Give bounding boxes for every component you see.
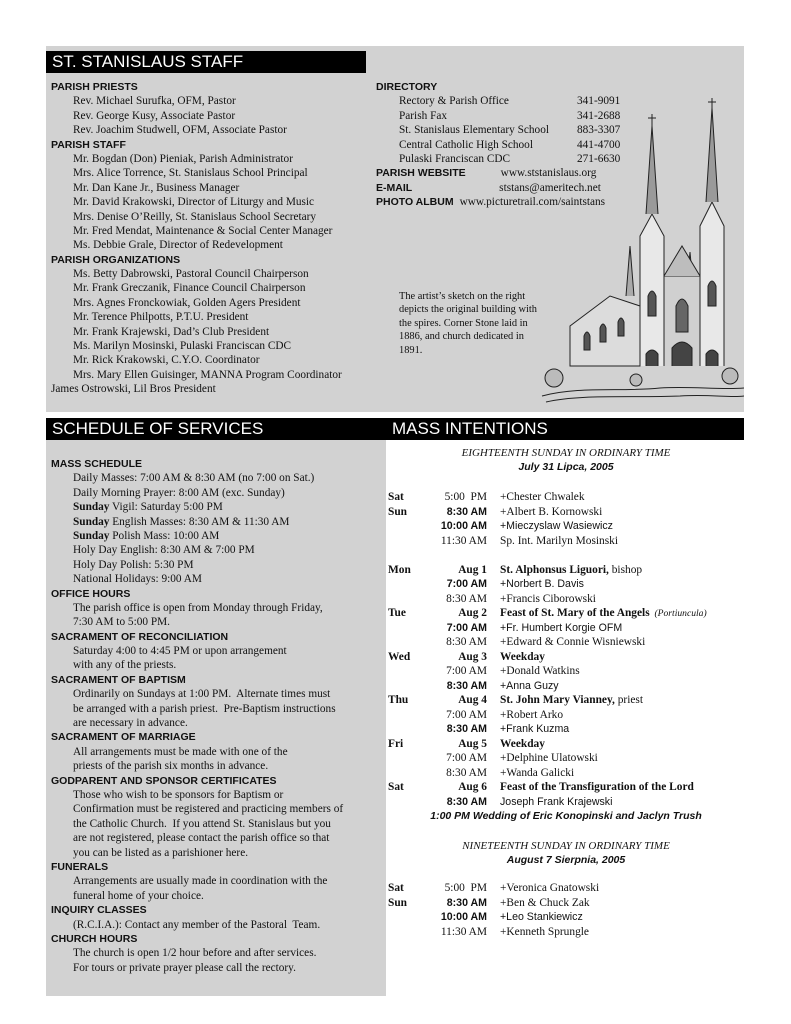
intention-text (500, 751, 598, 766)
schedule-line-text: The parish office is open from Monday through Friday, (73, 601, 323, 614)
week1-subtitle: July 31 Lipca, 2005 (518, 461, 614, 473)
intention-name: +Delphine Ulatowski (500, 752, 598, 764)
intention-text (500, 650, 545, 665)
intention-time: 7:00 AM (446, 578, 487, 590)
week1-title: EIGHTEENTH SUNDAY IN ORDINARY TIME (461, 447, 671, 459)
intention-time: 8:30 AM (446, 592, 487, 605)
intention-text (500, 606, 707, 622)
intention-time: 10:00 AM (440, 911, 487, 923)
intention-feast: Feast of St. Mary of the Angels (500, 607, 650, 619)
schedule-line-text: you can be listed as a parishioner here. (73, 846, 249, 859)
intention-day: Fri (388, 737, 404, 750)
intention-row (388, 737, 744, 752)
intention-name: +Kenneth Sprungle (500, 925, 589, 938)
schedule-line-emphasis: Sunday (73, 529, 110, 542)
schedule-line (51, 831, 385, 845)
intention-text (500, 722, 569, 737)
schedule-line-text: Vigil: Saturday 5:00 PM (109, 501, 223, 514)
list-item: Rev. Joachim Studwell, OFM, Associate Pastor (73, 124, 287, 137)
intention-row (388, 519, 744, 534)
schedule-line-text: with any of the priests. (73, 659, 177, 672)
intention-time: 8:30 AM (446, 636, 487, 648)
schedule-line-text: are necessary in advance. (73, 717, 188, 730)
intention-time: 5:00 PM (444, 491, 487, 503)
list-item: Mr. Terence Philpotts, P.T.U. President (73, 311, 249, 324)
intention-text (500, 563, 642, 578)
intention-time: 8:30 AM (446, 723, 487, 735)
parish-organizations-list (51, 267, 381, 397)
schedule-line-text: priests of the parish six months in advance. (73, 760, 269, 773)
list-item: Ms. Betty Dabrowski, Pastoral Council Chairperson (73, 268, 309, 281)
intention-time: Aug 3 (458, 650, 487, 663)
schedule-title: SCHEDULE OF SERVICES (46, 418, 386, 440)
intention-row (388, 621, 744, 636)
website-link[interactable]: www.ststanislaus.org (500, 167, 597, 180)
week1-list (388, 490, 744, 809)
schedule-line-text: (R.C.I.A.): Contact any member of the Pastoral Team. (73, 918, 321, 931)
schedule-line-text: Daily Masses: 7:00 AM & 8:30 AM (no 7:00 on Sat.) (73, 472, 315, 485)
intention-row (388, 592, 744, 607)
intention-day: Sun (388, 896, 408, 909)
intention-time: 11:30 AM (440, 534, 487, 547)
parish-staff-list (51, 152, 381, 253)
directory-heading: DIRECTORY (376, 81, 438, 93)
intention-name: +Ben & Chuck Zak (500, 896, 590, 909)
intention-row (388, 881, 744, 896)
schedule-line (51, 687, 385, 701)
church-sketch (540, 96, 744, 412)
schedule-line (51, 515, 385, 529)
intention-name: +Francis Ciborowski (500, 592, 596, 605)
schedule-line-text: 7:30 AM to 5:00 PM. (73, 616, 170, 629)
intention-row (388, 577, 744, 592)
intention-row (388, 534, 744, 549)
intention-time: Aug 5 (458, 737, 487, 750)
intention-text (500, 693, 643, 708)
intention-text (500, 910, 583, 925)
intention-feast: Feast of the Transfiguration of the Lord (500, 781, 694, 793)
parish-priests-heading: PARISH PRIESTS (51, 81, 138, 93)
staff-list (51, 80, 381, 397)
photo-album-link[interactable]: www.picturetrail.com/saintstans (459, 196, 606, 209)
email-link[interactable]: ststans@ameritech.net (499, 181, 601, 194)
schedule-line-text: funeral home of your choice. (73, 889, 204, 902)
intention-row (388, 693, 744, 708)
directory-entry-name: Pulaski Franciscan CDC (399, 152, 511, 165)
parish-priests-list (51, 94, 381, 137)
intention-time: 7:00 AM (446, 752, 487, 764)
intention-day: Sun (388, 505, 408, 518)
intention-row (388, 664, 744, 679)
directory-entry-name: Central Catholic High School (399, 138, 533, 151)
intention-name: +Robert Arko (500, 708, 564, 721)
intention-feast: Weekday (500, 650, 545, 663)
directory-entry-phone: 271-6630 (577, 152, 621, 165)
intention-time: 7:00 AM (446, 621, 487, 634)
list-item: Mrs. Alice Torrence, St. Stanislaus School Principal (73, 167, 308, 180)
intention-name: +Edward & Connie Wisniewski (500, 636, 646, 648)
schedule-section-heading: GODPARENT AND SPONSOR CERTIFICATES (51, 774, 277, 787)
mass-intentions (388, 446, 744, 939)
intention-time: 11:30 AM (440, 925, 487, 938)
intention-name: +Albert B. Kornowski (500, 505, 603, 518)
intention-row (388, 910, 744, 925)
schedule-line (51, 702, 385, 716)
intention-note: bishop (608, 563, 643, 576)
intention-name: +Donald Watkins (500, 665, 580, 677)
intention-row (388, 780, 744, 795)
schedule-line-emphasis: Sunday (73, 501, 110, 514)
intention-name: +Fr. Humbert Korgie OFM (500, 621, 623, 634)
list-item: Mr. Rick Krakowski, C.Y.O. Coordinator (73, 354, 260, 367)
intention-row (388, 635, 744, 650)
intention-feast: St. John Mary Vianney, (500, 694, 615, 706)
schedule-line (51, 644, 385, 658)
list-item: Mr. Bogdan (Don) Pieniak, Parish Administrator (73, 152, 293, 165)
intention-text (500, 780, 694, 795)
week2-list (388, 881, 744, 939)
schedule-line-text: English Masses: 8:30 AM & 11:30 AM (109, 515, 290, 528)
wedding-note: 1:00 PM Wedding of Eric Konopinski and Jaclyn Trush (430, 810, 702, 822)
list-item: Rev. Michael Surufka, OFM, Pastor (73, 95, 236, 108)
schedule-line-text: National Holidays: 9:00 AM (73, 573, 202, 586)
intention-text (500, 881, 599, 896)
directory-entry-phone: 341-2688 (577, 109, 621, 122)
schedule-line (51, 558, 385, 572)
directory-entry-phone: 883-3307 (577, 124, 621, 137)
intention-name: Sp. Int. Marilyn Mosinski (500, 534, 619, 547)
schedule-line-text: Confirmation must be registered and practicing members of (73, 803, 344, 816)
intention-day: Sat (388, 882, 404, 894)
intention-text (500, 795, 612, 810)
intention-text (500, 737, 545, 752)
intention-text (500, 664, 580, 679)
schedule-line-emphasis: Sunday (73, 515, 110, 528)
intention-text (500, 505, 602, 520)
parish-staff-heading: PARISH STAFF (51, 138, 126, 151)
email-label: E-MAIL (376, 181, 413, 194)
schedule-line (51, 918, 385, 932)
intention-time: 8:30 AM (446, 505, 487, 518)
intention-row (388, 490, 744, 505)
intention-row (388, 606, 744, 621)
schedule-line (51, 788, 385, 802)
intention-row (388, 751, 744, 766)
schedule-line (51, 471, 385, 485)
intention-name: +Frank Kuzma (500, 723, 570, 735)
directory-entry-phone: 441-4700 (577, 138, 621, 151)
schedule-section-heading: SACRAMENT OF RECONCILIATION (51, 630, 229, 643)
church-sketch-caption: The artist’s sketch on the right depicts the original building with the spires. Corner Stone laid in 1886, and church dedicated in 1891. (399, 291, 537, 356)
intention-row (388, 650, 744, 665)
staff-title: ST. STANISLAUS STAFF (46, 51, 366, 73)
intention-text (500, 925, 589, 940)
schedule-section-heading: SACRAMENT OF BAPTISM (51, 673, 186, 686)
intention-row (388, 925, 744, 940)
schedule-line (51, 658, 385, 672)
intention-text (500, 708, 563, 723)
directory-entry-name: St. Stanislaus Elementary School (399, 124, 549, 137)
schedule-section-heading: FUNERALS (51, 860, 109, 873)
intention-row (388, 896, 744, 911)
list-item: Mrs. Agnes Fronckowiak, Golden Agers President (73, 296, 301, 309)
schedule-line (51, 889, 385, 903)
schedule-line-text: be arranged with a parish priest. Pre-Baptism instructions (73, 702, 336, 715)
intention-text (500, 679, 559, 694)
intention-feast: Weekday (500, 737, 545, 750)
schedule-section-heading: SACRAMENT OF MARRIAGE (51, 731, 196, 744)
intention-feast: St. Alphonsus Liguori, (500, 563, 609, 576)
intention-row (388, 708, 744, 723)
intention-name: +Chester Chwalek (500, 491, 585, 503)
intention-name: +Veronica Gnatowski (500, 882, 600, 894)
intention-text (500, 621, 622, 636)
schedule-line (51, 846, 385, 860)
intention-text (500, 577, 584, 592)
intention-text (500, 534, 618, 549)
list-item: Mr. Dan Kane Jr., Business Manager (73, 181, 240, 194)
list-item: Mr. Fred Mendat, Maintenance & Social Center Manager (73, 224, 333, 237)
schedule-line-text: The church is open 1/2 hour before and after services. (73, 947, 317, 960)
intention-time: 8:30 AM (446, 795, 487, 808)
schedule-line (51, 759, 385, 773)
intention-text (500, 519, 613, 534)
schedule-line (51, 817, 385, 831)
intention-row (388, 722, 744, 737)
intention-row (388, 505, 744, 520)
list-item: Ms. Debbie Grale, Director of Redevelopment (73, 239, 283, 252)
week2-subtitle: August 7 Sierpnia, 2005 (506, 854, 626, 866)
schedule-line (51, 946, 385, 960)
intention-time: 5:00 PM (444, 882, 487, 894)
intention-day: Mon (388, 563, 411, 576)
intention-time: 7:00 AM (446, 665, 487, 677)
schedule-line-text: Polish Mass: 10:00 AM (109, 529, 220, 542)
schedule-line (51, 500, 385, 514)
intention-text (500, 490, 585, 505)
intention-row (388, 766, 744, 781)
intention-name: +Norbert B. Davis (500, 578, 584, 590)
schedule-line-text: All arrangements must be made with one of the (73, 745, 288, 758)
intention-time: 8:30 AM (446, 766, 487, 779)
schedule-line (51, 543, 385, 557)
intention-name: Joseph Frank Krajewski (500, 795, 613, 808)
list-item: Mr. Frank Greczanik, Finance Council Chairperson (73, 282, 306, 295)
intention-name: +Leo Stankiewicz (500, 911, 583, 923)
list-item: Mr. Frank Krajewski, Dad’s Club President (73, 325, 270, 338)
schedule-line-text: the Catholic Church. If you attend St. Stanislaus but you (73, 817, 331, 830)
schedule-line-text: Ordinarily on Sundays at 1:00 PM. Alternate times must (73, 688, 331, 701)
intention-time: Aug 2 (458, 607, 487, 619)
list-item: Mrs. Denise O’Reilly, St. Stanislaus School Secretary (73, 210, 317, 223)
schedule-section-heading: INQUIRY CLASSES (51, 904, 147, 917)
intention-time: 8:30 AM (446, 896, 487, 909)
intention-text (500, 896, 590, 911)
list-item: Rev. George Kusy, Associate Pastor (73, 109, 236, 122)
schedule-section-heading: CHURCH HOURS (51, 932, 138, 945)
intention-row (388, 679, 744, 694)
schedule-line-text: Holy Day Polish: 5:30 PM (73, 558, 194, 571)
schedule-line-text: Holy Day English: 8:30 AM & 7:00 PM (73, 544, 255, 557)
intention-name: +Wanda Galicki (500, 766, 575, 779)
intention-time: 10:00 AM (440, 520, 487, 532)
schedule-line-text: For tours or private prayer please call the rectory. (73, 961, 296, 974)
list-item: Ms. Marilyn Mosinski, Pulaski Franciscan CDC (73, 340, 292, 353)
schedule-line (51, 615, 385, 629)
intention-day: Wed (388, 650, 411, 663)
intention-text (500, 592, 596, 607)
intention-note: priest (614, 694, 644, 706)
website-label: PARISH WEBSITE (376, 167, 466, 180)
intention-time: 8:30 AM (446, 679, 487, 692)
schedule-line (51, 802, 385, 816)
intention-day: Sat (388, 491, 404, 503)
schedule-line (51, 716, 385, 730)
schedule-line-text: Arrangements are usually made in coordination with the (73, 875, 328, 888)
intention-row (388, 548, 744, 563)
schedule-line-text: are not registered, please contact the parish office so that (73, 832, 330, 845)
parish-organizations-heading: PARISH ORGANIZATIONS (51, 253, 181, 266)
intention-name: +Mieczyslaw Wasiewicz (500, 520, 613, 532)
directory-entry-name: Rectory & Parish Office (399, 95, 509, 108)
schedule-line (51, 961, 385, 975)
schedule-line-text: Daily Morning Prayer: 8:00 AM (exc. Sunday) (73, 486, 285, 499)
intention-row (388, 795, 744, 810)
intention-name: +Anna Guzy (500, 679, 559, 692)
list-item: James Ostrowski, Lil Bros President (51, 383, 216, 396)
schedule-line (51, 572, 385, 586)
schedule-body (51, 457, 385, 975)
intention-time: 7:00 AM (446, 708, 487, 721)
intention-row (388, 563, 744, 578)
intention-day: Sat (388, 781, 404, 793)
intention-time: Aug 6 (458, 781, 487, 793)
intention-text (500, 635, 645, 650)
intention-time: Aug 1 (458, 563, 487, 576)
intentions-title: MASS INTENTIONS (386, 418, 744, 440)
directory-entry-phone: 341-9091 (577, 95, 621, 108)
list-item: Mr. David Krakowski, Director of Liturgy and Music (73, 196, 315, 209)
schedule-line (51, 874, 385, 888)
photo-album-label: PHOTO ALBUM (376, 196, 454, 209)
list-item: Mrs. Mary Ellen Guisinger, MANNA Program Coordinator (73, 368, 342, 381)
intention-text (500, 766, 574, 781)
schedule-line-text: Saturday 4:00 to 4:45 PM or upon arrangement (73, 645, 287, 658)
schedule-section-heading: MASS SCHEDULE (51, 458, 143, 470)
intention-time: Aug 4 (458, 694, 487, 706)
schedule-line (51, 745, 385, 759)
schedule-line-text: Those who wish to be sponsors for Baptism or (73, 788, 284, 801)
intention-note: (Portiuncula) (649, 608, 707, 619)
schedule-section-heading: OFFICE HOURS (51, 587, 131, 600)
schedule-line (51, 601, 385, 615)
schedule-line (51, 486, 385, 500)
week2-title: NINETEENTH SUNDAY IN ORDINARY TIME (462, 840, 670, 852)
schedule-line (51, 529, 385, 543)
intention-day: Tue (388, 607, 406, 619)
directory-entry-name: Parish Fax (399, 109, 448, 122)
intention-day: Thu (388, 694, 409, 706)
